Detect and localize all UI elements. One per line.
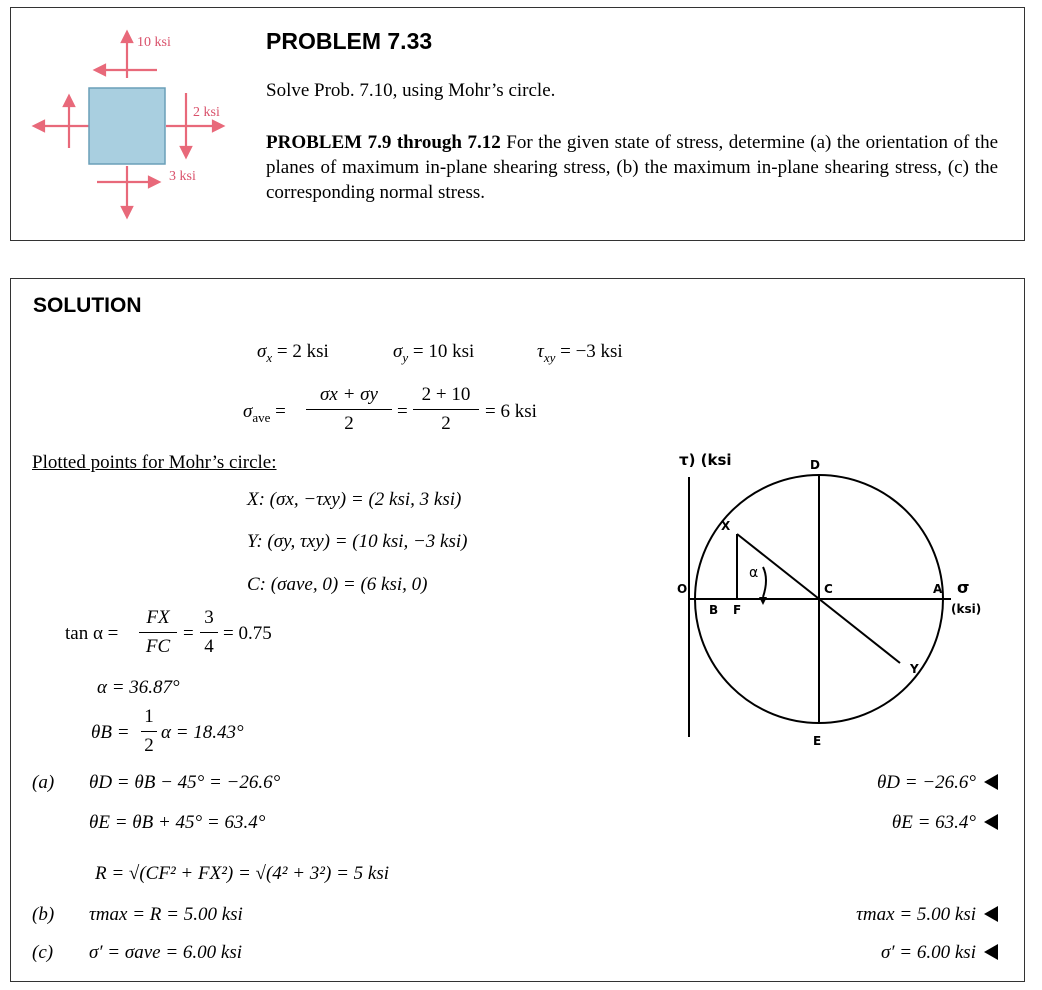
point-x: X: (σx, −τxy) = (2 ksi, 3 ksi): [247, 489, 462, 510]
problem-statement: Solve Prob. 7.10, using Mohr’s circle.: [266, 80, 556, 101]
label-10ksi: 10 ksi: [137, 35, 171, 50]
theta-b-lhs: θB =: [91, 722, 130, 743]
point-x-label: X: [721, 519, 731, 533]
part-b-label: (b): [32, 904, 55, 925]
point-c-label: C: [824, 582, 833, 596]
equals-sign: =: [183, 623, 194, 644]
sigma-axis-label: σ: [957, 578, 970, 597]
solution-heading: SOLUTION: [33, 294, 142, 317]
label-2ksi: 2 ksi: [193, 105, 220, 120]
alpha-value: α = 36.87°: [97, 677, 180, 698]
stress-element-square: [89, 88, 165, 164]
radius-eq: R = √(CF² + FX²) = √(4² + 3²) = 5 ksi: [95, 863, 390, 884]
origin-label: O: [677, 582, 688, 596]
plotted-points-label: Plotted points for Mohr’s circle:: [32, 452, 277, 473]
answer-marker-icon: [984, 944, 998, 960]
point-y: Y: (σy, τxy) = (10 ksi, −3 ksi): [247, 531, 468, 552]
given-tau-xy: $\tau_{xy} = -3$ ksi: [537, 341, 623, 365]
alpha-label: α: [749, 565, 759, 581]
given-sigma-y: $\sigma_y = 10$ ksi: [393, 341, 475, 365]
point-d-label: D: [810, 458, 820, 472]
point-c: C: (σave, 0) = (6 ksi, 0): [247, 574, 428, 595]
problem-title: PROBLEM 7.33: [266, 28, 433, 54]
sigma-ave-result: = 6 ksi: [485, 401, 537, 422]
sigma-axis-unit: (ksi): [951, 602, 982, 616]
theta-e-eq: θE = θB + 45° = 63.4°: [89, 812, 266, 833]
tan-fraction2: 3 4: [200, 607, 218, 658]
theta-b-rest: α = 18.43°: [161, 722, 244, 743]
tau-axis-label: τ) (ksi: [679, 451, 732, 469]
solution-box: [10, 278, 1025, 982]
reference-line2: orientation of the planes of maximum in-plane shearing stress, (b) the maximum: [266, 132, 999, 178]
point-f-label: F: [733, 603, 742, 617]
label-3ksi: 3 ksi: [169, 169, 196, 184]
answer-theta-e: θE = 63.4°: [892, 812, 998, 834]
sigma-ave-fraction1: σx + σy 2: [306, 384, 392, 435]
problem-box: [10, 7, 1025, 241]
point-e-label: E: [813, 734, 822, 747]
answer-marker-icon: [984, 814, 998, 830]
sigma-ave-fraction2: 2 + 10 2: [413, 384, 479, 435]
point-b-label: B: [709, 603, 719, 617]
answer-theta-d: θD = −26.6°: [877, 772, 998, 794]
answer-tau-max: τmax = 5.00 ksi: [856, 904, 998, 926]
tan-alpha-lhs: tan α =: [65, 623, 119, 644]
point-a-label: A: [933, 582, 943, 596]
reference-line3: in-plane shearing stress, (c) the corresponding normal stress.: [266, 157, 999, 203]
theta-b-fraction: 1 2: [141, 706, 157, 757]
part-a-label: (a): [32, 772, 55, 793]
reference-title: PROBLEM 7.9 through 7.12: [266, 132, 501, 153]
theta-d-eq: θD = θB − 45° = −26.6°: [89, 772, 281, 793]
tan-alpha-result: = 0.75: [223, 623, 272, 644]
reference-line1: For the given state of stress, determine (a) the: [506, 132, 861, 153]
mohr-circle-sketch: [671, 447, 1001, 747]
problem-reference: [266, 130, 998, 205]
point-y-label: Y: [910, 662, 919, 676]
sigma-ave-lhs: $\sigma_{ave}$ =: [243, 401, 286, 425]
equals-sign: =: [397, 401, 408, 422]
tau-max-eq: τmax = R = 5.00 ksi: [89, 904, 243, 925]
answer-marker-icon: [984, 906, 998, 922]
alpha-arc: [763, 567, 766, 597]
alpha-arrow-icon: [759, 597, 767, 605]
part-c-label: (c): [32, 942, 54, 963]
sigma-prime-eq: σ′ = σave = 6.00 ksi: [89, 942, 243, 963]
answer-marker-icon: [984, 774, 998, 790]
given-sigma-x: $\sigma_x = 2$ ksi: [257, 341, 329, 365]
answer-sigma-prime: σ′ = 6.00 ksi: [881, 942, 998, 964]
tan-fraction1: FX FC: [139, 607, 177, 658]
stress-element-figure: [11, 8, 251, 233]
